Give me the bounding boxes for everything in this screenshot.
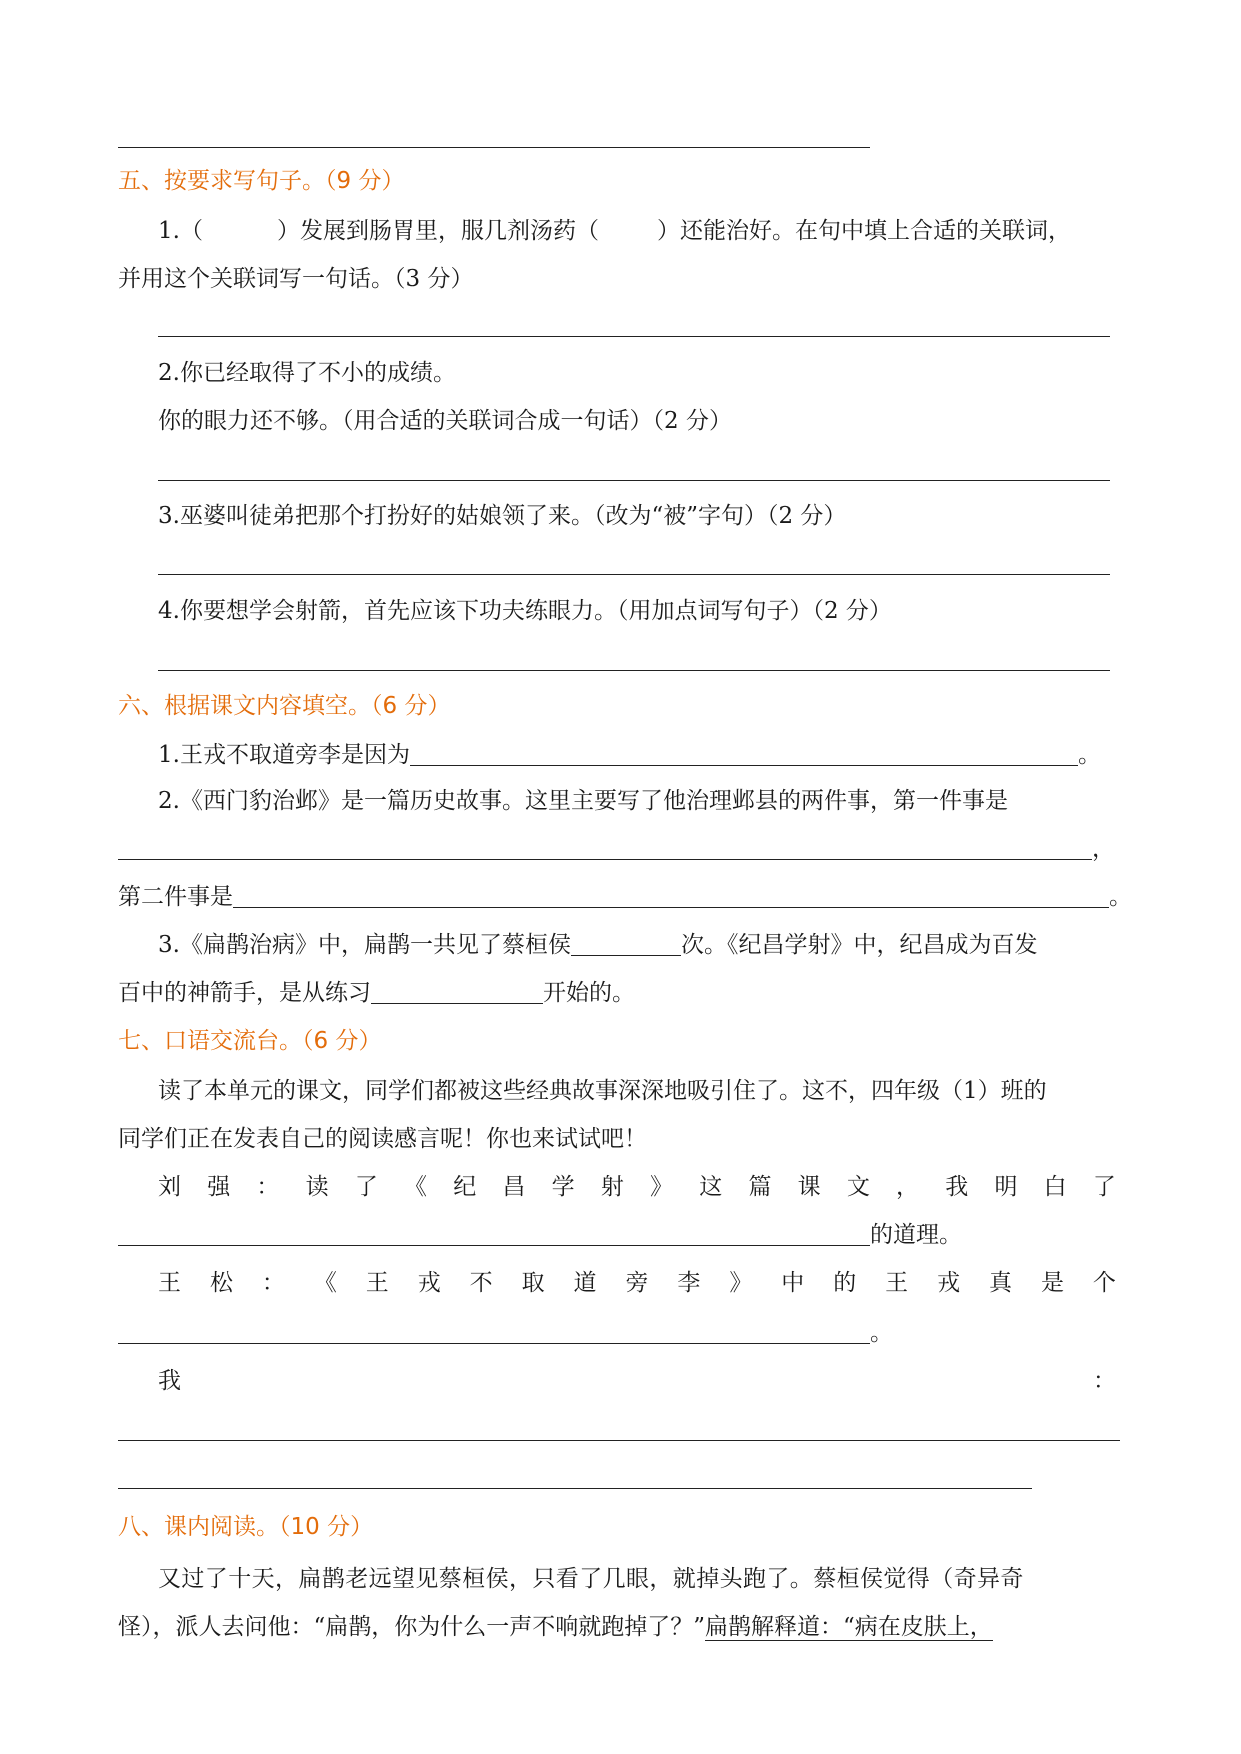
section-5-heading: 五、按要求写句子。（9 分）	[118, 168, 405, 194]
liu-char: 读	[305, 1174, 329, 1200]
question-6-2-line	[118, 832, 1115, 866]
wang-char: 道	[573, 1270, 597, 1296]
liu-char: 了	[1092, 1174, 1116, 1200]
wang-char: 王	[158, 1270, 181, 1296]
q5-1-part-c: ）还能治好。在句中填上合适的关联词，	[656, 218, 1071, 244]
wang-end: 。	[870, 1320, 893, 1346]
reading-passage-line-2	[118, 1610, 993, 1644]
q5-1-part-b: ）发展到肠胃里，服几剂汤药（	[276, 218, 599, 244]
passage-underlined: 扁鹊解释道：“病在皮肤上，	[705, 1614, 993, 1640]
wang-char: 旁	[625, 1270, 649, 1296]
wang-char: 戎	[937, 1270, 961, 1296]
question-6-2: 2.《西门豹治邺》是一篇历史故事。这里主要写了他治理邺县的两件事，第一件事是	[158, 788, 1008, 814]
liu-char: 文	[846, 1174, 870, 1200]
q6-3-part-a: 3.《扁鹊治病》中，扁鹊一共见了蔡桓侯	[158, 932, 571, 958]
liu-char: 我	[945, 1174, 969, 1200]
wang-char: 个	[1092, 1270, 1116, 1296]
section-7-heading: 七、口语交流台。（6 分）	[118, 1028, 382, 1054]
section-7-intro: 读了本单元的课文，同学们都被这些经典故事深深地吸引住了。这不，四年级（1）班的	[158, 1078, 1047, 1104]
wang-char: 的	[833, 1270, 857, 1296]
wang-char: 取	[521, 1270, 545, 1296]
answer-line[interactable]	[158, 336, 1110, 337]
liu-char: 刘	[158, 1174, 181, 1200]
fill-blank[interactable]	[371, 977, 543, 1004]
wang-char: ：	[261, 1270, 285, 1296]
question-6-1	[158, 738, 1101, 772]
wang-char: 不	[469, 1270, 493, 1296]
q6-3-part-c: 百中的神箭手，是从练习	[118, 980, 371, 1006]
liu-char: 强	[207, 1174, 231, 1200]
fill-blank[interactable]	[118, 1219, 870, 1246]
liu-char: 昌	[502, 1174, 526, 1200]
wang-song-answer	[118, 1316, 893, 1350]
liu-char: 白	[1043, 1174, 1067, 1200]
wang-char: 中	[781, 1270, 805, 1296]
q6-2-comma: ，	[1092, 836, 1115, 862]
q6-1-text: 1.王戎不取道旁李是因为	[158, 742, 410, 768]
q6-3-part-d: 开始的。	[543, 980, 635, 1006]
liu-char: ，	[896, 1174, 920, 1200]
liu-qiang-answer	[118, 1218, 962, 1252]
liu-char: 纪	[453, 1174, 477, 1200]
section-6-heading: 六、根据课文内容填空。（6 分）	[118, 693, 451, 719]
liu-qiang-line	[158, 1170, 1116, 1204]
wang-char: 王	[885, 1270, 909, 1296]
fill-blank[interactable]	[233, 881, 1109, 908]
wang-char: 李	[677, 1270, 701, 1296]
me-label: 我	[158, 1368, 181, 1394]
question-5-2-cont: 你的眼力还不够。（用合适的关联词合成一句话）（2 分）	[158, 408, 732, 434]
question-5-2: 2.你已经取得了不小的成绩。	[158, 360, 456, 386]
fill-blank[interactable]	[571, 929, 681, 956]
fill-blank[interactable]	[410, 739, 1078, 766]
liu-char: 课	[797, 1174, 821, 1200]
passage-part-a: 怪），派人去问他：“扁鹊，你为什么一声不响就跑掉了？”	[118, 1614, 706, 1640]
liu-char: 《	[404, 1174, 428, 1200]
wang-char: 是	[1040, 1270, 1064, 1296]
question-5-4: 4.你要想学会射箭，首先应该下功夫练眼力。（用加点词写句子）（2 分）	[158, 598, 892, 624]
answer-line[interactable]	[158, 574, 1110, 575]
question-6-3-cont	[118, 976, 635, 1010]
liu-char: 篇	[748, 1174, 772, 1200]
question-6-2-second	[118, 880, 1132, 914]
liu-char: 学	[551, 1174, 575, 1200]
wang-char: 戎	[417, 1270, 441, 1296]
q6-3-part-b: 次。《纪昌学射》中，纪昌成为百发	[680, 932, 1038, 958]
me-line	[158, 1364, 1116, 1398]
wang-char: 松	[209, 1270, 233, 1296]
wang-char: 》	[729, 1270, 753, 1296]
question-5-1-cont: 并用这个关联词写一句话。（3 分）	[118, 266, 474, 292]
answer-line[interactable]	[118, 1488, 1032, 1489]
me-colon: ：	[1093, 1368, 1116, 1394]
reading-passage-line-1: 又过了十天，扁鹊老远望见蔡桓侯，只看了几眼，就掉头跑了。蔡桓侯觉得（奇异奇	[158, 1566, 1024, 1592]
q6-1-end: 。	[1077, 742, 1101, 768]
answer-line[interactable]	[158, 670, 1110, 671]
q5-1-part-a: 1.（	[158, 218, 203, 244]
wang-char: 王	[365, 1270, 389, 1296]
wang-song-line	[158, 1266, 1116, 1300]
fill-blank[interactable]	[118, 1317, 870, 1344]
fill-blank[interactable]	[118, 833, 1092, 860]
question-5-3: 3.巫婆叫徒弟把那个打扮好的姑娘领了来。（改为“被”字句）（2 分）	[158, 503, 847, 529]
liu-char: 这	[699, 1174, 723, 1200]
wang-char: 真	[989, 1270, 1012, 1296]
section-8-heading: 八、课内阅读。（10 分）	[118, 1514, 374, 1540]
answer-line[interactable]	[158, 480, 1110, 481]
liu-end: 的道理。	[870, 1222, 962, 1248]
liu-char: 》	[650, 1174, 674, 1200]
question-5-1	[158, 214, 1071, 248]
wang-char: 《	[313, 1270, 337, 1296]
q6-2-end: 。	[1109, 884, 1132, 910]
section-7-intro-cont: 同学们正在发表自己的阅读感言呢！你也来试试吧！	[118, 1126, 647, 1152]
answer-line[interactable]	[118, 1440, 1120, 1441]
liu-char: ：	[256, 1174, 280, 1200]
liu-char: 了	[354, 1174, 378, 1200]
liu-char: 明	[994, 1174, 1018, 1200]
liu-char: 射	[600, 1174, 624, 1200]
answer-line[interactable]	[118, 147, 870, 148]
question-6-3	[158, 928, 1037, 962]
q6-2-second-label: 第二件事是	[118, 884, 233, 910]
